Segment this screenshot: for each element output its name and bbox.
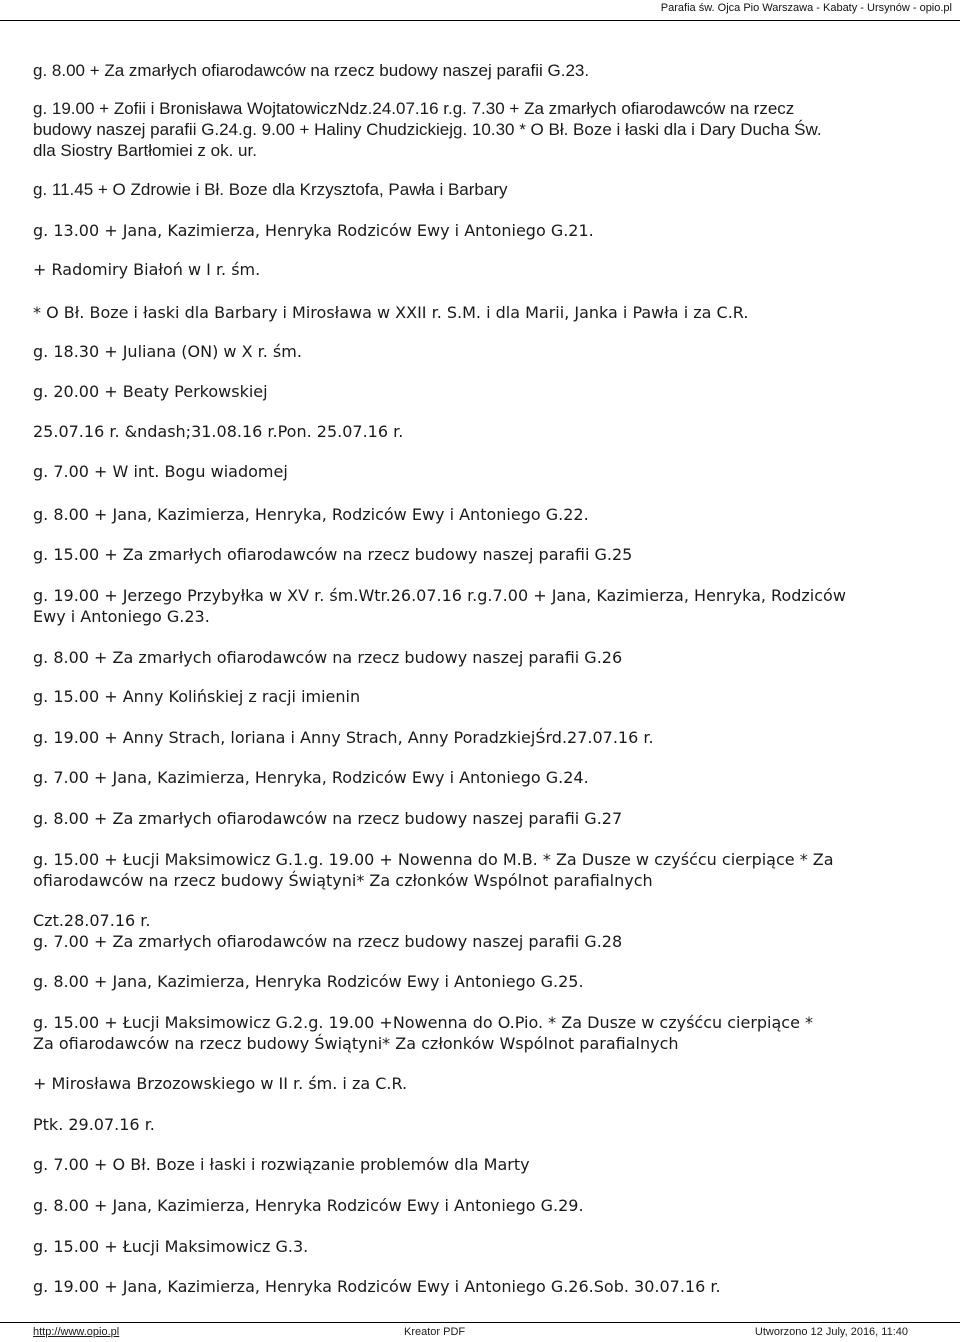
text-line: g. 19.00 + Jana, Kazimierza, Henryka Rodziców Ewy i Antoniego G.26.Sob. 30.07.16 r. — [33, 1277, 721, 1296]
text-line: g. 18.30 + Juliana (ON) w X r. śm. — [33, 342, 302, 361]
text-line: g. 11.45 + O Zdrowie i Bł. Boze dla Krzysztofa, Pawła i Barbary — [33, 180, 508, 199]
text-line: g. 15.00 + Łucji Maksimowicz G.2.g. 19.00 +Nowenna do O.Pio. * Za Dusze w czyśćcu cierpiące * — [33, 1013, 814, 1032]
text-line: g. 15.00 + Łucji Maksimowicz G.1.g. 19.00 + Nowenna do M.B. * Za Dusze w czyśćcu cierpiące * Za — [33, 850, 834, 869]
text-line: Ptk. 29.07.16 r. — [33, 1115, 155, 1134]
site-title: Parafia św. Ojca Pio Warszawa - Kabaty - Ursynów - opio.pl — [660, 2, 952, 14]
text-line: g. 13.00 + Jana, Kazimierza, Henryka Rodziców Ewy i Antoniego G.21. — [33, 221, 594, 240]
text-line: ofiarodawców na rzecz budowy Świątyni* Za członków Wspólnot parafialnych — [33, 871, 653, 890]
text-line: g. 8.00 + Jana, Kazimierza, Henryka, Rodziców Ewy i Antoniego G.22. — [33, 505, 589, 524]
text-line: g. 7.00 + W int. Bogu wiadomej — [33, 462, 288, 481]
text-line: g. 8.00 + Jana, Kazimierza, Henryka Rodziców Ewy i Antoniego G.25. — [33, 972, 584, 991]
text-line: g. 7.00 + Za zmarłych ofiarodawców na rzecz budowy naszej parafii G.28 — [33, 932, 623, 951]
footer-url-link[interactable]: http://www.opio.pl — [33, 1326, 120, 1338]
text-line: g. 8.00 + Jana, Kazimierza, Henryka Rodziców Ewy i Antoniego G.29. — [33, 1196, 584, 1215]
text-line: g. 7.00 + O Bł. Boze i łaski i rozwiązanie problemów dla Marty — [33, 1155, 530, 1174]
text-line: g. 19.00 + Zofii i Bronisława WojtatowiczNdz.24.07.16 r.g. 7.30 + Za zmarłych ofiarodawców na rzecz — [33, 99, 795, 118]
text-line: dla Siostry Bartłomiei z ok. ur. — [33, 141, 257, 160]
footer-created-timestamp: Utworzono 12 July, 2016, 11:40 — [754, 1326, 908, 1338]
text-line: g. 8.00 + Za zmarłych ofiarodawców na rzecz budowy naszej parafii G.23. — [33, 61, 590, 80]
text-line: + Radomiry Białoń w I r. śm. — [33, 260, 261, 279]
text-line: + Mirosława Brzozowskiego w II r. śm. i za C.R. — [33, 1074, 408, 1093]
text-line: g. 8.00 + Za zmarłych ofiarodawców na rzecz budowy naszej parafii G.27 — [33, 809, 623, 828]
text-line: g. 19.00 + Jerzego Przybyłka w XV r. śm.Wtr.26.07.16 r.g.7.00 + Jana, Kazimierza, Henryka, Rodziców — [33, 586, 846, 605]
text-line: Ewy i Antoniego G.23. — [33, 607, 210, 626]
text-line: g. 15.00 + Za zmarłych ofiarodawców na rzecz budowy naszej parafii G.25 — [33, 545, 633, 564]
text-line: g. 20.00 + Beaty Perkowskiej — [33, 382, 268, 401]
text-line: Czt.28.07.16 r. — [33, 911, 151, 930]
text-line: g. 7.00 + Jana, Kazimierza, Henryka, Rodziców Ewy i Antoniego G.24. — [33, 768, 589, 787]
text-line: budowy naszej parafii G.24.g. 9.00 + Haliny Chudzickiejg. 10.30 * O Bł. Boze i łaski dla i Dary Ducha Św. — [33, 120, 822, 139]
text-line: 25.07.16 r. &ndash;31.08.16 r.Pon. 25.07.16 r. — [33, 422, 404, 441]
text-line: g. 8.00 + Za zmarłych ofiarodawców na rzecz budowy naszej parafii G.26 — [33, 648, 623, 667]
page-footer — [0, 1322, 960, 1342]
text-line: * O Bł. Boze i łaski dla Barbary i Mirosława w XXII r. S.M. i dla Marii, Janka i Pawła i za C.R. — [33, 303, 749, 322]
text-line: g. 15.00 + Anny Kolińskiej z racji imienin — [33, 687, 361, 706]
text-line: Za ofiarodawców na rzecz budowy Świątyni* Za członków Wspólnot parafialnych — [33, 1034, 679, 1053]
text-line: g. 19.00 + Anny Strach, loriana i Anny Strach, Anny PoradzkiejŚrd.27.07.16 r. — [33, 728, 654, 747]
text-line: g. 15.00 + Łucji Maksimowicz G.3. — [33, 1237, 309, 1256]
footer-creator: Kreator PDF — [404, 1326, 466, 1338]
